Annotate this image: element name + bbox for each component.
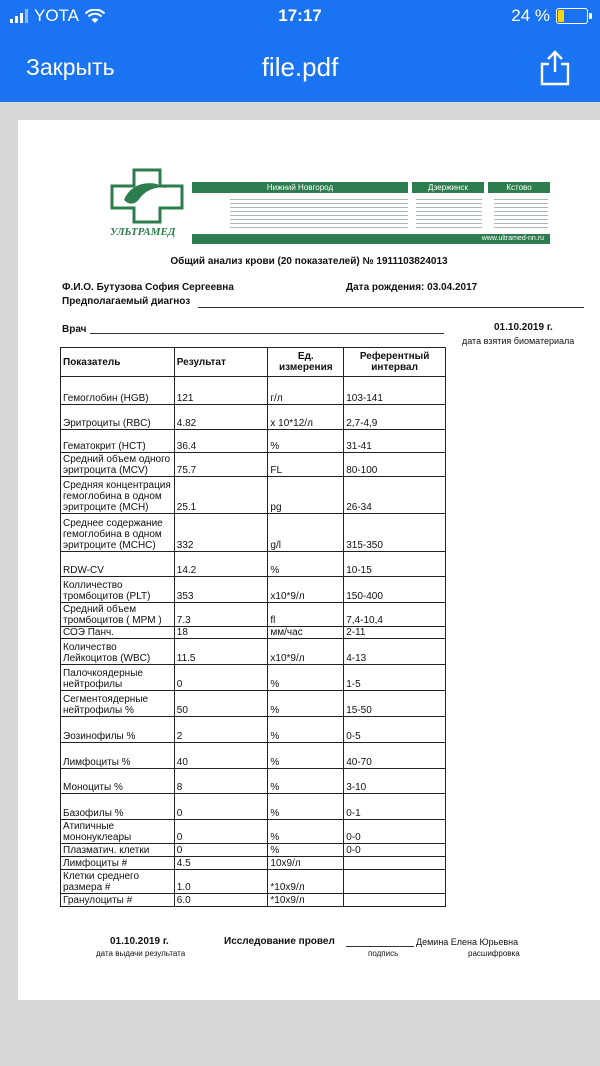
row-result: 2 xyxy=(174,717,268,743)
battery-percent: 24 % xyxy=(511,6,550,25)
row-unit: % xyxy=(268,743,344,769)
diagnosis-label: Предполагаемый диагноз xyxy=(62,296,191,307)
address-block-1 xyxy=(230,196,408,230)
table-row xyxy=(61,769,446,794)
row-indicator: Гранулоциты # xyxy=(61,894,175,907)
share-icon[interactable] xyxy=(538,50,572,86)
table-row xyxy=(61,743,446,769)
carrier-name: YOTA xyxy=(34,6,80,25)
city-main-bar: Нижний Новгород xyxy=(192,182,408,193)
sample-date-caption: дата взятия биоматериала xyxy=(462,336,575,346)
row-indicator: Гемоглобин (HGB) xyxy=(61,377,175,405)
table-row xyxy=(61,627,446,639)
row-ref: 0-5 xyxy=(344,717,446,743)
row-result: 40 xyxy=(174,743,268,769)
row-ref: 2,7-4,9 xyxy=(344,405,446,430)
table-row xyxy=(61,430,446,453)
row-result: 11.5 xyxy=(174,639,268,665)
birth-date: Дата рождения: 03.04.2017 xyxy=(346,282,478,293)
row-indicator: Гематокрит (HCT) xyxy=(61,430,175,453)
issue-date: 01.10.2019 г. xyxy=(110,936,169,947)
table-row xyxy=(61,477,446,514)
city-3-bar: Кстово xyxy=(488,182,550,193)
row-result: 6.0 xyxy=(174,894,268,907)
row-result: 8 xyxy=(174,769,268,794)
battery-fill xyxy=(558,10,564,22)
row-result: 121 xyxy=(174,377,268,405)
performed-label: Исследование провел xyxy=(224,936,335,947)
row-ref: 1-5 xyxy=(344,665,446,691)
table-row xyxy=(61,577,446,603)
row-indicator: Моноциты % xyxy=(61,769,175,794)
decode-caption: расшифровка xyxy=(468,949,520,958)
signer-name: Демина Елена Юрьевна xyxy=(416,937,519,947)
diagnosis-line xyxy=(198,307,584,308)
row-indicator: Эозинофилы % xyxy=(61,717,175,743)
row-ref: 10-15 xyxy=(344,552,446,577)
row-unit: % xyxy=(268,820,344,844)
table-row xyxy=(61,717,446,743)
row-ref: 150-400 xyxy=(344,577,446,603)
row-result: 0 xyxy=(174,820,268,844)
address-block-3 xyxy=(494,196,548,230)
document-title: Общий анализ крови (20 показателей) № 1911103824013 xyxy=(170,256,448,267)
header-indicator: Показатель xyxy=(61,348,175,377)
row-result: 50 xyxy=(174,691,268,717)
table-row xyxy=(61,870,446,894)
row-ref: 7,4-10,4 xyxy=(344,603,446,627)
row-ref: 15-50 xyxy=(344,691,446,717)
row-unit: г/л xyxy=(268,377,344,405)
battery-icon xyxy=(556,8,588,24)
row-result: 0 xyxy=(174,665,268,691)
row-result: 4.82 xyxy=(174,405,268,430)
status-bar xyxy=(0,0,600,34)
row-ref: 31-41 xyxy=(344,430,446,453)
row-result: 7.3 xyxy=(174,603,268,627)
row-unit: % xyxy=(268,691,344,717)
row-ref: 2-11 xyxy=(344,627,446,639)
row-indicator: Средний объем одного эритроцита (MCV) xyxy=(61,453,175,477)
table-row xyxy=(61,453,446,477)
table-header-row xyxy=(61,348,446,377)
battery-status xyxy=(511,6,588,26)
row-unit: x10*9/л xyxy=(268,639,344,665)
sample-date: 01.10.2019 г. xyxy=(494,322,553,333)
row-unit: % xyxy=(268,665,344,691)
row-ref xyxy=(344,894,446,907)
address-block-2 xyxy=(416,196,482,230)
row-result: 25.1 xyxy=(174,477,268,514)
table-row xyxy=(61,894,446,907)
clinic-logo-icon xyxy=(110,168,184,224)
row-ref: 40-70 xyxy=(344,743,446,769)
doctor-label: Врач xyxy=(62,324,87,335)
signature-line xyxy=(346,946,414,947)
row-unit: % xyxy=(268,794,344,820)
row-indicator: Палочкоядерные нейтрофилы xyxy=(61,665,175,691)
row-ref: 0-0 xyxy=(344,820,446,844)
row-indicator: RDW-CV xyxy=(61,552,175,577)
table-row xyxy=(61,552,446,577)
row-ref xyxy=(344,870,446,894)
row-indicator: СОЭ Панч. xyxy=(61,627,175,639)
row-result: 18 xyxy=(174,627,268,639)
row-ref: 0-1 xyxy=(344,794,446,820)
row-result: 353 xyxy=(174,577,268,603)
table-row xyxy=(61,844,446,857)
signature-caption: подпись xyxy=(368,949,399,958)
header-unit: Ед. измерения xyxy=(268,348,344,377)
table-row xyxy=(61,857,446,870)
header-result: Результат xyxy=(174,348,268,377)
row-result: 1.0 xyxy=(174,870,268,894)
nav-bar xyxy=(0,0,600,102)
table-row xyxy=(61,603,446,627)
nav-row xyxy=(0,44,600,94)
row-unit: % xyxy=(268,717,344,743)
row-ref: 3-10 xyxy=(344,769,446,794)
row-indicator: Колличество тромбоцитов (PLT) xyxy=(61,577,175,603)
city-2-bar: Дзержинск xyxy=(412,182,484,193)
row-indicator: Базофилы % xyxy=(61,794,175,820)
header-ref: Референтный интервал xyxy=(344,348,446,377)
row-indicator: Эритроциты (RBC) xyxy=(61,405,175,430)
row-indicator: Лимфоциты # xyxy=(61,857,175,870)
row-indicator: Плазматич. клетки xyxy=(61,844,175,857)
row-result: 4.5 xyxy=(174,857,268,870)
row-unit: x 10*12/л xyxy=(268,405,344,430)
table-row xyxy=(61,794,446,820)
row-unit: мм/час xyxy=(268,627,344,639)
table-row xyxy=(61,377,446,405)
row-ref: 103-141 xyxy=(344,377,446,405)
clinic-brand: УЛЬТРАМЕД xyxy=(110,226,176,238)
row-result: 75.7 xyxy=(174,453,268,477)
table-row xyxy=(61,514,446,552)
close-button[interactable]: Закрыть xyxy=(26,54,115,80)
row-indicator: Лимфоциты % xyxy=(61,743,175,769)
clinic-header-logo xyxy=(110,168,562,246)
row-indicator: Клетки среднего размера # xyxy=(61,870,175,894)
results-table xyxy=(60,347,446,907)
row-result: 332 xyxy=(174,514,268,552)
row-ref: 0-0 xyxy=(344,844,446,857)
row-result: 0 xyxy=(174,844,268,857)
row-indicator: Сегментоядерные нейтрофилы % xyxy=(61,691,175,717)
row-result: 0 xyxy=(174,794,268,820)
doctor-line xyxy=(90,333,444,334)
row-ref xyxy=(344,857,446,870)
row-unit: pg xyxy=(268,477,344,514)
row-unit: *10x9/л xyxy=(268,894,344,907)
row-unit: x10*9/л xyxy=(268,577,344,603)
website-bar: www.ultramed-nn.ru xyxy=(192,234,550,244)
row-unit: 10x9/л xyxy=(268,857,344,870)
row-unit: fl xyxy=(268,603,344,627)
table-row xyxy=(61,665,446,691)
clock: 17:17 xyxy=(278,6,322,25)
pdf-page xyxy=(18,120,600,1000)
table-row xyxy=(61,639,446,665)
table-row xyxy=(61,691,446,717)
row-ref: 80-100 xyxy=(344,453,446,477)
row-unit: FL xyxy=(268,453,344,477)
row-result: 36.4 xyxy=(174,430,268,453)
row-indicator: Атипичные мононуклеары xyxy=(61,820,175,844)
row-ref: 4-13 xyxy=(344,639,446,665)
row-unit: % xyxy=(268,769,344,794)
row-indicator: Средний объем тромбоцитов ( MPM ) xyxy=(61,603,175,627)
nav-title: file.pdf xyxy=(261,52,339,82)
row-indicator: Среднее содержание гемоглобина в одном эритроците (MCHC) xyxy=(61,514,175,552)
row-indicator: Количество Лейкоцитов (WBC) xyxy=(61,639,175,665)
table-row xyxy=(61,820,446,844)
patient-name: Ф.И.О. Бутузова София Сергеевна xyxy=(62,282,234,293)
row-result: 14.2 xyxy=(174,552,268,577)
row-ref: 26-34 xyxy=(344,477,446,514)
row-unit: *10x9/л xyxy=(268,870,344,894)
row-unit: g/l xyxy=(268,514,344,552)
row-unit: % xyxy=(268,844,344,857)
row-unit: % xyxy=(268,430,344,453)
issue-date-caption: дата выдачи результата xyxy=(96,949,186,958)
row-ref: 315-350 xyxy=(344,514,446,552)
row-unit: % xyxy=(268,552,344,577)
table-row xyxy=(61,405,446,430)
row-indicator: Средняя концентрация гемоглобина в одном эритроците (MCH) xyxy=(61,477,175,514)
